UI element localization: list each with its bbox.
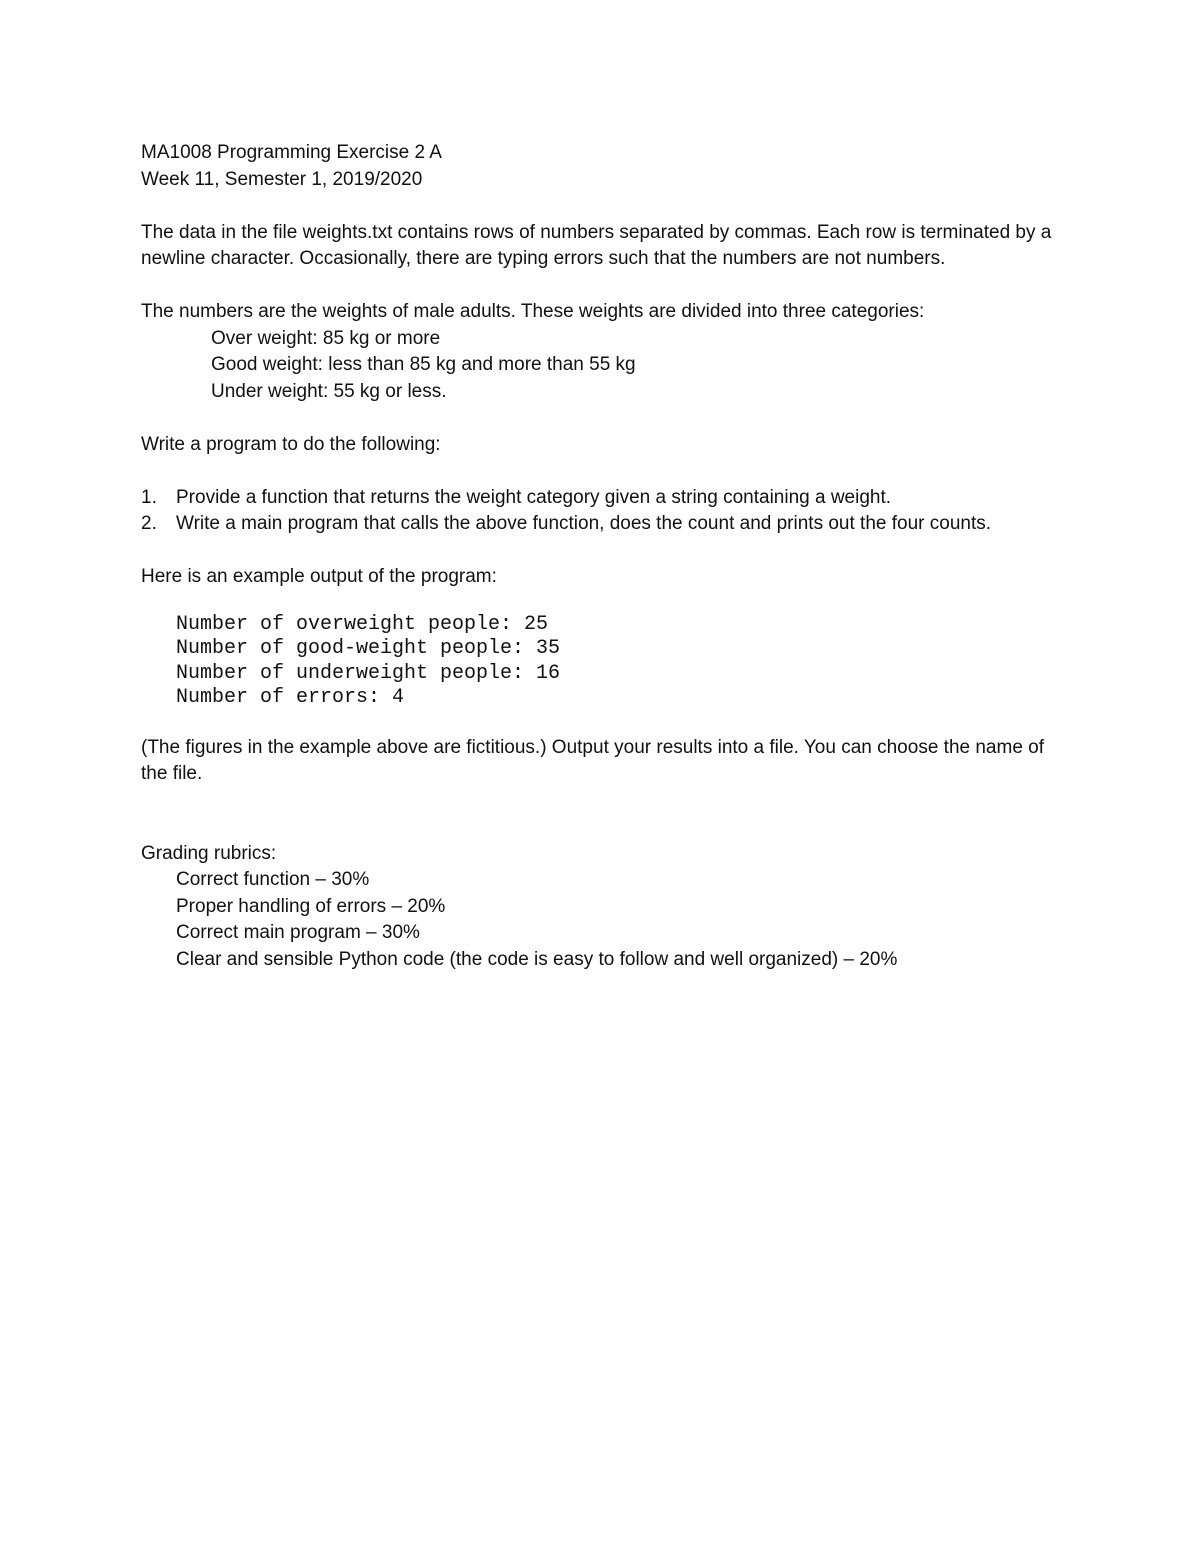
spacer	[141, 458, 1071, 485]
example-output-line: Number of overweight people: 25	[176, 612, 549, 636]
example-note: (The figures in the example above are fictitious.) Output your results into a file. You can choose the name of the file.	[141, 736, 1045, 784]
example-output-line: Number of underweight people: 16	[176, 661, 561, 685]
spacer	[141, 814, 1071, 841]
task-list	[141, 485, 1071, 538]
document-title: MA1008 Programming Exercise 2 A	[141, 142, 442, 163]
spacer	[141, 405, 1071, 432]
document-subtitle: Week 11, Semester 1, 2019/2020	[141, 168, 423, 190]
document-page	[141, 140, 1071, 973]
example-output-block	[141, 613, 1071, 711]
step-number: 1.	[141, 486, 157, 508]
example-output-line: Number of good-weight people: 35	[176, 637, 561, 660]
spacer	[141, 591, 1071, 613]
task-lead: Write a program to do the following:	[141, 433, 441, 455]
example-lead: Here is an example output of the program:	[141, 566, 497, 587]
rubric-item: Correct function – 30%	[176, 869, 370, 890]
category-underweight: Under weight: 55 kg or less.	[211, 380, 447, 402]
example-output-line: Number of errors: 4	[176, 686, 405, 709]
spacer	[141, 711, 1071, 735]
categories-lead: The numbers are the weights of male adults. These weights are divided into three categories:	[141, 301, 925, 322]
rubrics-heading: Grading rubrics:	[141, 842, 277, 864]
category-goodweight: Good weight: less than 85 kg and more than 55 kg	[211, 354, 636, 375]
spacer	[141, 788, 1071, 815]
step-text: Write a main program that calls the above function, does the count and prints out the four counts.	[176, 513, 992, 534]
rubric-item: Clear and sensible Python code (the code is easy to follow and well organized) – 20%	[176, 948, 898, 970]
spacer	[141, 273, 1071, 300]
task-step	[141, 485, 1071, 512]
step-text: Provide a function that returns the weight category given a string containing a weight.	[176, 486, 892, 508]
spacer	[141, 193, 1071, 220]
category-overweight: Over weight: 85 kg or more	[211, 327, 441, 349]
rubric-item: Proper handling of errors – 20%	[176, 895, 446, 917]
step-number: 2.	[141, 513, 157, 534]
rubric-item: Correct main program – 30%	[176, 922, 420, 943]
intro-paragraph: The data in the file weights.txt contains rows of numbers separated by commas. Each row is terminated by a newline character. Occasionally, there are typing errors such that the numbers are not numbers.	[141, 221, 1052, 269]
task-step	[141, 511, 1071, 538]
spacer	[141, 538, 1071, 565]
